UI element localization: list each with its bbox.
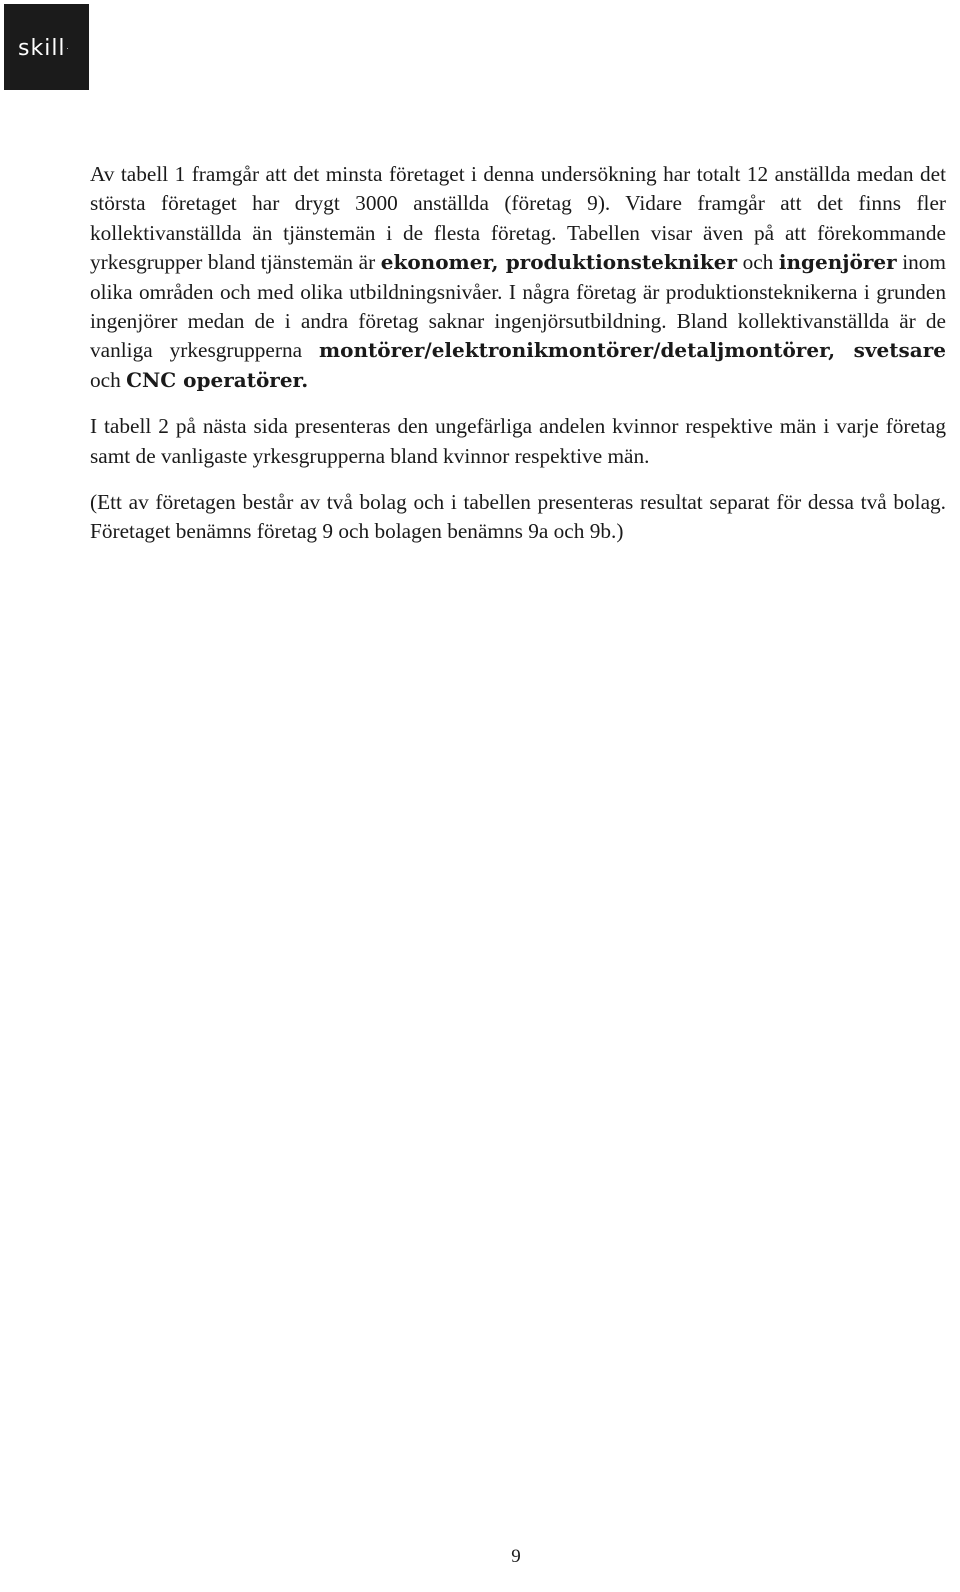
paragraph-table-2-intro: I tabell 2 på nästa sida presenteras den ungefärliga andelen kvinnor respektive män i varje företag samt de vanligaste yrkesgrupperna bland kvinnor respektive män. <box>90 414 946 468</box>
bold-term-ingenjorer: ingenjörer <box>778 250 897 275</box>
page-number: 9 <box>511 1546 521 1567</box>
bold-term-cnc: CNC operatörer. <box>126 367 309 392</box>
logo-mark: · <box>66 45 70 53</box>
document-body <box>90 160 946 564</box>
bold-term-tjanstemän: ekonomer, produktionstekniker <box>380 250 737 275</box>
paragraph-text: och <box>90 367 127 392</box>
paragraph-tables-overview <box>90 160 946 395</box>
paragraph-text: inom olika områden och med olika utbildningsnivåer. I några företag är produktionsteknikerna i grunden ingenjörer medan de i andra företag saknar ingenjörsutbildning. Bland kollektivanställda är de vanliga yrkesgrupperna <box>90 250 947 363</box>
paragraph-text: Av tabell 1 framgår att det minsta företaget i denna undersökning har totalt 12 anställda medan det största företaget har drygt 3000 anställda (företag 9). Vidare framgår att det finns fler kollektivanställda än tjänstemän i de flesta företag. Tabellen visar även på att förekommande yrkesgrupper bland tjänstemän är <box>90 162 946 275</box>
paragraph-company-note: (Ett av företagen består av två bolag och i tabellen presenteras resultat separat för dessa två bolag. Företaget benämns företag 9 och bolagen benämns 9a och 9b.) <box>90 490 946 544</box>
logo-text <box>18 38 70 60</box>
logo-wordmark: skill <box>18 36 66 61</box>
bold-term-kollektiv: montörer/elektronikmontörer/detaljmontörer, svetsare <box>318 338 946 363</box>
paragraph-text: och <box>737 250 779 275</box>
skill-logo <box>4 4 89 90</box>
